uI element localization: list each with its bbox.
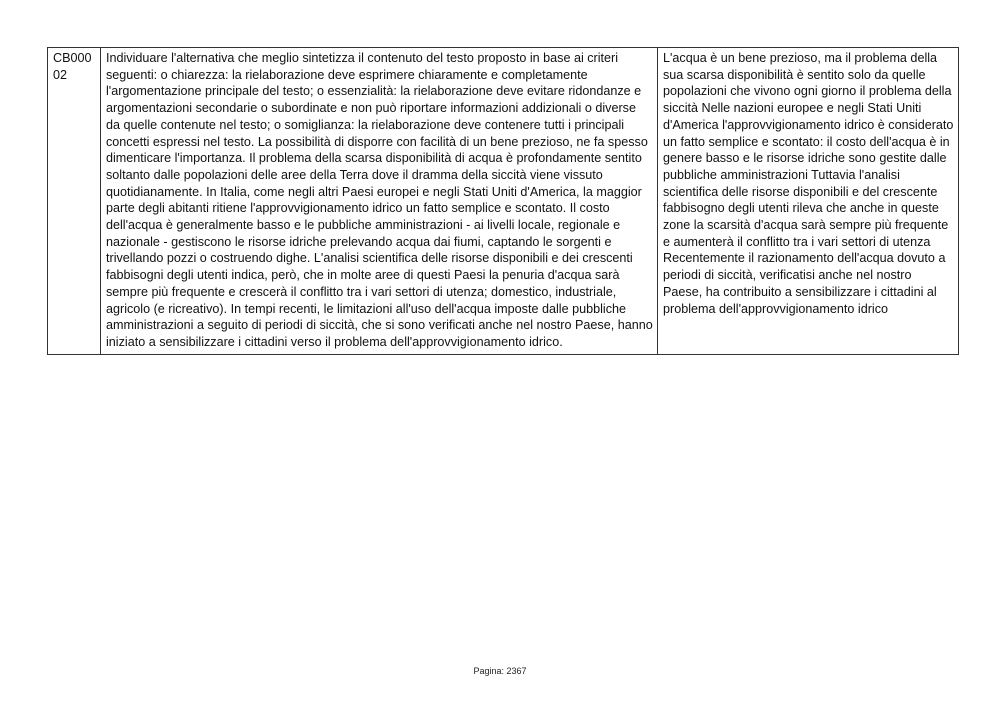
page-number: Pagina: 2367 xyxy=(473,666,527,676)
question-text: Individuare l'alternativa che meglio sintetizza il contenuto del testo proposto in base ai criteri seguenti: o chiarezza: la rielaborazione deve esprimere chiaramente e completamente l'argomentazione principale del testo; o essenzialità: la rielaborazione deve evitare ridondanze e argomentazioni secondarie o subordinate e non può riportare informazioni addizionali o diverse da quelle contenute nel testo; o somiglianza: la rielaborazione deve contenere tutti i principali concetti espressi nel testo. La possibilità di disporre con facilità di un bene prezioso, ne fa spesso dimenticare l'importanza. Il problema della scarsa disponibilità di acqua è profondamente sentito soltanto dalle popolazioni delle aree della Terra dove il dramma della siccità viene vissuto quotidianamente. In Italia, come negli altri Paesi europei e negli Stati Uniti d'America, la maggior parte degli abitanti ritiene l'approvvigionamento idrico un fatto semplice e scontato. Il costo dell'acqua è generalmente basso e le pubbliche amministrazioni - ai livelli locale, regionale e nazionale - gestiscono le risorse idriche prelevando acqua dai fiumi, captando le sorgenti e trivellando pozzi o costruendo dighe. L'analisi scientifica delle risorse disponibili e dei crescenti fabbisogni degli utenti indica, però, che in molte aree di questi Paesi la penuria d'acqua sarà sempre più frequente e crescerà il conflitto tra i vari settori di utenza; domestico, industriale, agricolo (e ricreativo). In tempi recenti, le limitazioni all'uso dell'acqua imposte dalle pubbliche amministrazioni a seguito di periodi di siccità, che si sono verificati anche nel nostro Paese, hanno iniziato a sensibilizzare i cittadini verso il problema dell'approvvigionamento idrico. xyxy=(101,48,658,355)
answer-text: L'acqua è un bene prezioso, ma il problema della sua scarsa disponibilità è sentito solo da quelle popolazioni che vivono ogni giorno il problema della siccità Nelle nazioni europee e negli Stati Uniti d'America l'approvvigionamento idrico è considerato un fatto semplice e scontato: il costo dell'acqua è in genere basso e le risorse idriche sono gestite dalle pubbliche amministrazioni Tuttavia l'analisi scientifica delle risorse disponibili e del crescente fabbisogno degli utenti rileva che anche in queste zone la scarsità d'acqua sarà sempre più frequente e aumenterà il conflitto tra i vari settori di utenza Recentemente il razionamento dell'acqua dovuto a periodi di siccità, verificatisi anche nel nostro Paese, ha contribuito a sensibilizzare i cittadini al problema dell'approvvigionamento idrico xyxy=(658,48,959,355)
question-code: CB00002 xyxy=(48,48,101,355)
table-row xyxy=(48,48,959,355)
question-table xyxy=(47,47,959,355)
